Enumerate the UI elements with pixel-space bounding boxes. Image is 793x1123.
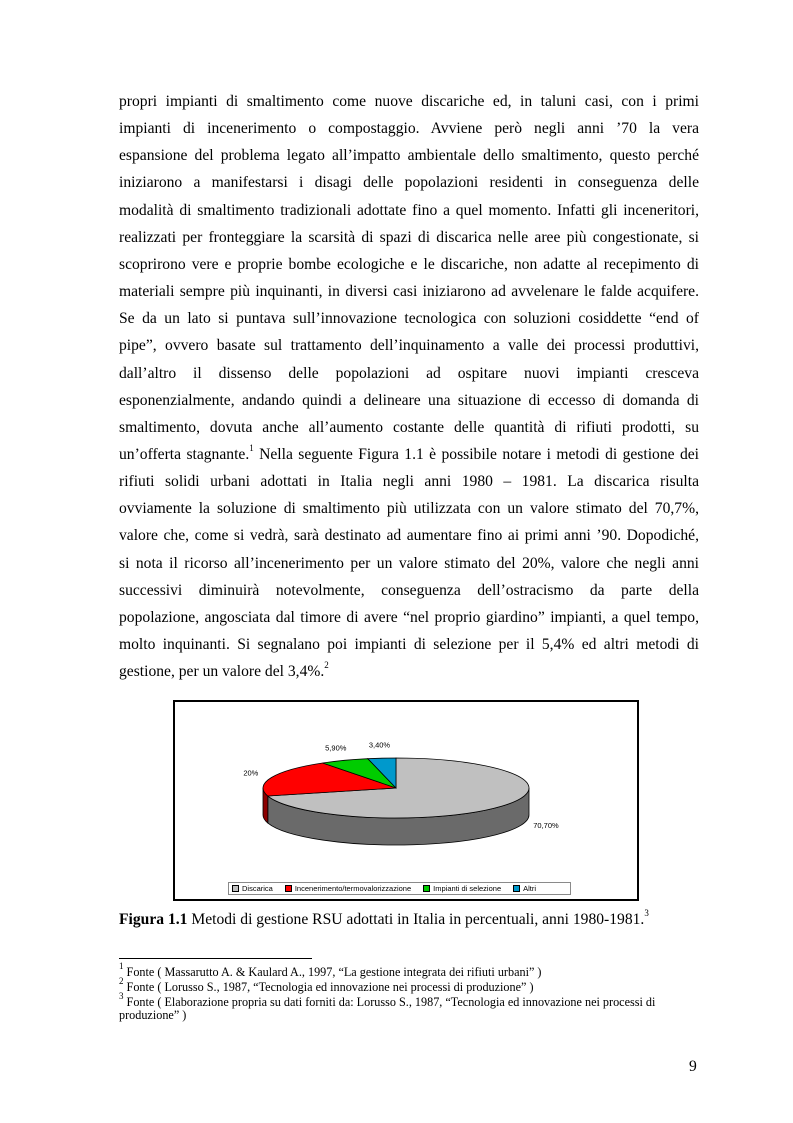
footnote-ref: 2 <box>324 659 329 670</box>
legend-label: Impianti di selezione <box>433 884 502 893</box>
figure-caption-text: Metodi di gestione RSU adottati in Italia in percentuali, anni 1980-1981. <box>187 911 645 928</box>
body-line <box>119 609 699 627</box>
body-line-text: gestione, per un valore del 3,4%. <box>119 663 325 681</box>
pie-data-label-2: 5,90% <box>325 743 347 753</box>
footnote-number: 2 <box>119 975 124 986</box>
legend-item <box>232 884 273 893</box>
body-line <box>119 365 699 383</box>
body-line-text: scoprirono vere e proprie bombe ecologiche e le discariche, non adatte al recepimento di <box>119 255 699 273</box>
body-line-text: iniziarono a manifestarsi i disagi delle popolazioni residenti in conseguenza delle <box>119 174 699 192</box>
body-line <box>119 120 699 138</box>
body-line-text: rifiuti solidi urbani adottati in Italia negli anni 1980 – 1981. La discarica risulta <box>119 473 699 491</box>
body-line <box>119 202 699 220</box>
body-line-text: successivi diminuirà notevolmente, conseguenza dell’ostracismo da parte della <box>119 581 699 599</box>
legend-swatch <box>285 885 292 892</box>
pie-data-label-1: 20% <box>243 768 259 778</box>
legend-swatch <box>513 885 520 892</box>
body-line-text: un’offerta stagnante. <box>119 445 250 463</box>
footnote-number: 1 <box>119 960 124 971</box>
body-line <box>119 337 699 355</box>
body-line-text: valore che, come si vedrà, sarà destinato ad aumentare fino ai primi anni ’90. Dopodiché, <box>119 527 699 545</box>
footnote <box>119 960 699 979</box>
body-line-text: realizzati per fronteggiare la scarsità di spazi di discarica nelle aree più congestionate, si <box>119 228 699 246</box>
legend-label: Altri <box>523 884 537 893</box>
pie-data-label-3: 3,40% <box>368 740 391 750</box>
body-line-text: dall’altro il dissenso delle popolazioni ad ospitare nuovi impianti cresceva <box>119 364 699 382</box>
body-line-text: Se da un lato si puntava sull’innovazione tecnologica con soluzioni cosiddette “end of <box>119 310 699 328</box>
body-line <box>119 473 699 491</box>
figure-caption-footnote-ref: 3 <box>644 907 649 918</box>
body-line <box>119 555 699 573</box>
page-number: 9 <box>689 1058 697 1075</box>
body-line-text: materiali sempre più inquinanti, in diversi casi iniziarono ad avvelenare le falde acquifere. <box>119 283 699 301</box>
body-line <box>119 93 699 111</box>
pie-chart <box>175 702 637 899</box>
footnote-number: 3 <box>119 990 124 1001</box>
legend-label: Discarica <box>242 884 273 893</box>
body-line-text: molto inquinanti. Si segnalano poi impianti di selezione per il 5,4% ed altri metodi di <box>119 636 699 653</box>
figure-caption <box>119 907 649 929</box>
body-line <box>119 392 699 410</box>
legend-item <box>513 884 536 893</box>
body-line-text: espansione del problema legato all’impatto ambientale dello smaltimento, questo perché <box>119 147 699 165</box>
pie-chart-frame <box>173 700 639 901</box>
legend-label: Incenerimento/termovalorizzazione <box>294 884 412 893</box>
body-line-text: pipe”, ovvero basate sul trattamento dell’inquinamento a valle dei processi produttivi, <box>119 337 699 355</box>
body-line <box>119 419 699 437</box>
body-line <box>119 500 699 518</box>
body-line-continuation: Nella seguente Figura 1.1 è possibile notare i metodi di gestione dei <box>253 445 699 463</box>
legend-swatch <box>423 885 430 892</box>
body-line <box>119 229 699 247</box>
body-line-text: si nota il ricorso all’incenerimento per un valore stimato del 20%, valore che negli anni <box>119 554 699 572</box>
body-line <box>119 147 699 165</box>
figure-label: Figura 1.1 <box>119 911 188 928</box>
body-line <box>119 659 699 681</box>
body-line <box>119 283 699 301</box>
body-line <box>119 174 699 192</box>
body-line-text: ovviamente la soluzione di smaltimento più utilizzata con un valore stimato del 70,7%, <box>119 500 699 518</box>
footnote <box>119 975 699 994</box>
body-line-text: smaltimento, dovuta anche all’aumento costante delle quantità di rifiuti prodotti, su <box>119 418 699 436</box>
legend-item <box>285 884 411 893</box>
body-line <box>119 527 699 545</box>
footnote-ref: 1 <box>249 442 254 453</box>
footnote <box>119 990 699 1022</box>
body-line <box>119 442 699 464</box>
body-line-text: impianti di incenerimento o compostaggio. Avviene però negli anni ’70 la vera <box>119 120 699 138</box>
body-line-text: propri impianti di smaltimento come nuove discariche ed, in taluni casi, con i primi <box>119 93 699 110</box>
legend-item <box>423 884 501 893</box>
footnote-text: Fonte ( Elaborazione propria su dati forniti da: Lorusso S., 1987, “Tecnologia ed innovazione nei processi di produzione” ) <box>119 995 656 1022</box>
body-line-text: esponenzialmente, andando quindi a delineare una situazione di eccesso di domanda di <box>119 391 699 409</box>
body-line-text: modalità di smaltimento tradizionali adottate fino a quel momento. Infatti gli inceneritori, <box>119 201 699 219</box>
legend-swatch <box>232 885 239 892</box>
body-line-text: popolazione, angosciata dal timore di avere “nel proprio giardino” impianti, a quel tempo, <box>119 608 699 626</box>
body-line <box>119 636 699 654</box>
footnote-separator <box>119 958 312 959</box>
chart-legend <box>228 882 571 895</box>
body-line <box>119 256 699 274</box>
body-line <box>119 310 699 328</box>
footnote-text: Fonte ( Lorusso S., 1987, “Tecnologia ed innovazione nei processi di produzione” ) <box>123 980 534 994</box>
footnote-text: Fonte ( Massarutto A. & Kaulard A., 1997, “La gestione integrata dei rifiuti urbani” ) <box>123 965 542 979</box>
body-line <box>119 582 699 600</box>
pie-data-label-0: 70,70% <box>533 821 559 830</box>
